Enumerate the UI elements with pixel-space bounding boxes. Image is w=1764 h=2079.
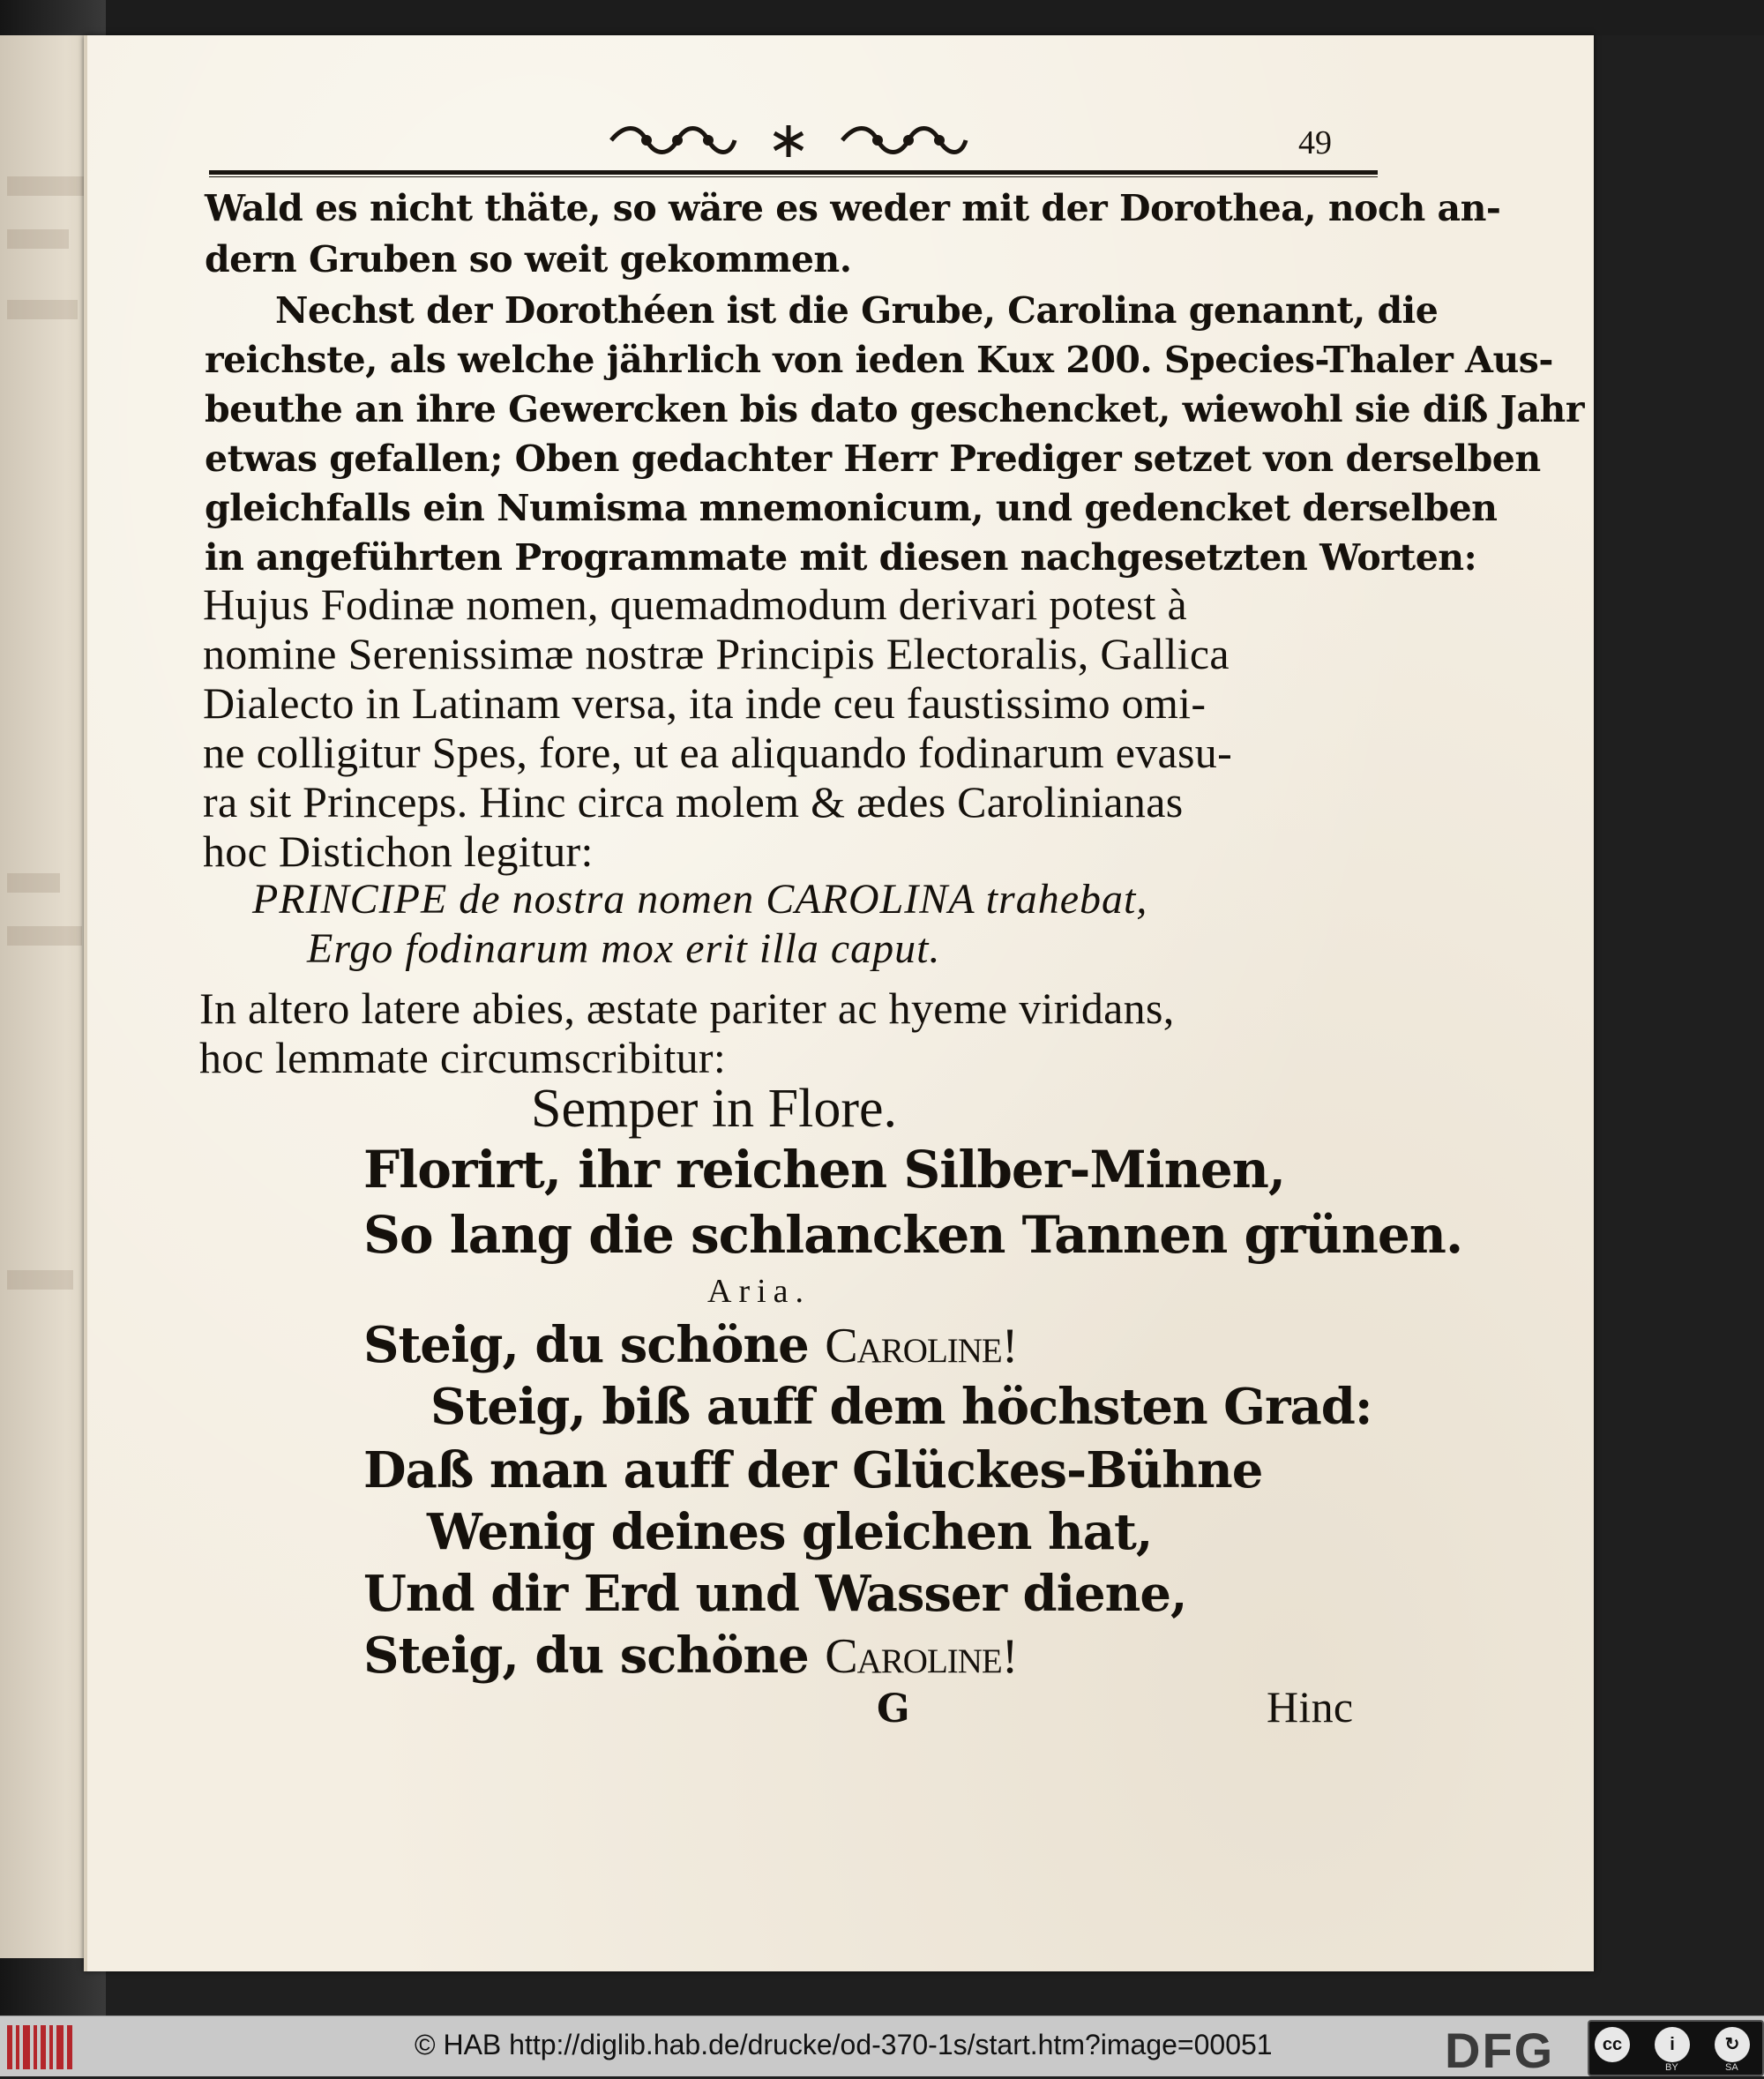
header-rule-thin: [209, 176, 1378, 177]
cc-icon: cc: [1595, 2027, 1630, 2062]
header-rule: [209, 170, 1378, 175]
text-line-2: dern Gruben so weit gekommen.: [205, 238, 852, 280]
text-line-13: ra sit Princeps. Hinc circa molem & ædes Carolinianas: [203, 777, 1184, 826]
text-line-8: in angeführten Programmate mit diesen nachgesetzten Worten:: [205, 536, 1477, 579]
license-sa-label: SA: [1725, 2062, 1738, 2073]
aria-line-6-prefix: Steig, du schöne: [363, 1627, 826, 1685]
text-line-9: Hujus Fodinæ nomen, quemadmodum derivari potest à: [203, 580, 1187, 629]
distich-line-2: Ergo fodinarum mox erit illa caput.: [307, 925, 941, 972]
text-line-5: beuthe an ihre Gewercken bis dato geschencket, wiewohl sie diß Jahr: [205, 388, 1584, 430]
motto: Semper in Flore.: [531, 1079, 897, 1139]
text-line-16: hoc lemmate circumscribitur:: [199, 1033, 727, 1082]
verse-line-1: Florirt, ihr reichen Silber-Minen,: [363, 1140, 1286, 1200]
text-line-11: Dialecto in Latinam versa, ita inde ceu faustissimo omi-: [203, 678, 1207, 728]
right-ornament-icon: [838, 120, 970, 155]
edge-shadow: [7, 176, 86, 196]
edge-shadow: [7, 926, 82, 946]
aria-line-5: Und dir Erd und Wasser diene,: [363, 1565, 1187, 1623]
viewer-footer: [0, 2015, 1764, 2076]
edge-shadow: [7, 1270, 73, 1290]
text-line-3: Nechst der Dorothéen ist die Grube, Carolina genannt, die: [275, 289, 1439, 332]
text-line-12: ne colligitur Spes, fore, ut ea aliquando fodinarum evasu-: [203, 728, 1233, 777]
aria-line-3: Daß man auff der Glückes-Bühne: [363, 1441, 1263, 1499]
asterisk-ornament-icon: [769, 122, 808, 157]
cc-license-badge[interactable]: [1588, 2020, 1764, 2076]
share-alike-icon: ↻: [1715, 2027, 1750, 2062]
left-ornament-icon: [607, 120, 739, 155]
edge-shadow: [7, 873, 60, 893]
text-line-1: Wald es nicht thäte, so wäre es weder mit der Dorothea, noch an-: [205, 187, 1501, 229]
dfg-logo: DFG: [1445, 2023, 1555, 2078]
aria-line-6-suffix: !: [1001, 1629, 1018, 1684]
license-by-label: BY: [1665, 2062, 1678, 2073]
text-line-7: gleichfalls ein Numisma mnemonicum, und gedencket derselben: [205, 487, 1498, 529]
text-line-6: etwas gefallen; Oben gedachter Herr Prediger setzet von derselben: [205, 437, 1541, 480]
attribution-icon: i: [1655, 2027, 1690, 2062]
aria-line-1-prefix: Steig, du schöne: [363, 1316, 826, 1374]
text-line-14: hoc Distichon legitur:: [203, 826, 594, 876]
text-line-15: In altero latere abies, æstate pariter ac hyeme viridans,: [199, 983, 1175, 1033]
signature-mark: G: [877, 1686, 910, 1731]
aria-line-4: Wenig deines gleichen hat,: [427, 1503, 1153, 1561]
catchword: Hinc: [1267, 1682, 1354, 1731]
aria-line-1-name: Caroline: [825, 1319, 1002, 1373]
verse-line-2: So lang die schlancken Tannen grünen.: [363, 1205, 1463, 1265]
text-line-4: reichste, als welche jährlich von ieden Kux 200. Species-Thaler Aus-: [205, 339, 1553, 381]
barcode-icon: [7, 2025, 76, 2069]
aria-line-1-suffix: !: [1001, 1319, 1018, 1373]
aria-line-2: Steig, biß auff dem höchsten Grad:: [430, 1378, 1372, 1436]
distich-line-1: PRINCIPE de nostra nomen CAROLINA trahebat,: [252, 876, 1148, 923]
text-line-10: nomine Serenissimæ nostræ Principis Electoralis, Gallica: [203, 629, 1230, 678]
aria-line-1: [363, 1316, 1017, 1374]
scan-background-top: [0, 0, 1764, 35]
edge-shadow: [7, 300, 78, 319]
edge-shadow: [7, 229, 69, 249]
aria-title: Aria.: [707, 1273, 811, 1310]
aria-line-6: [363, 1627, 1017, 1685]
page-number: 49: [1298, 124, 1332, 161]
source-link[interactable]: © HAB http://diglib.hab.de/drucke/od-370-1s/start.htm?image=00051: [415, 2029, 1273, 2060]
aria-line-6-name: Caroline: [825, 1629, 1002, 1684]
